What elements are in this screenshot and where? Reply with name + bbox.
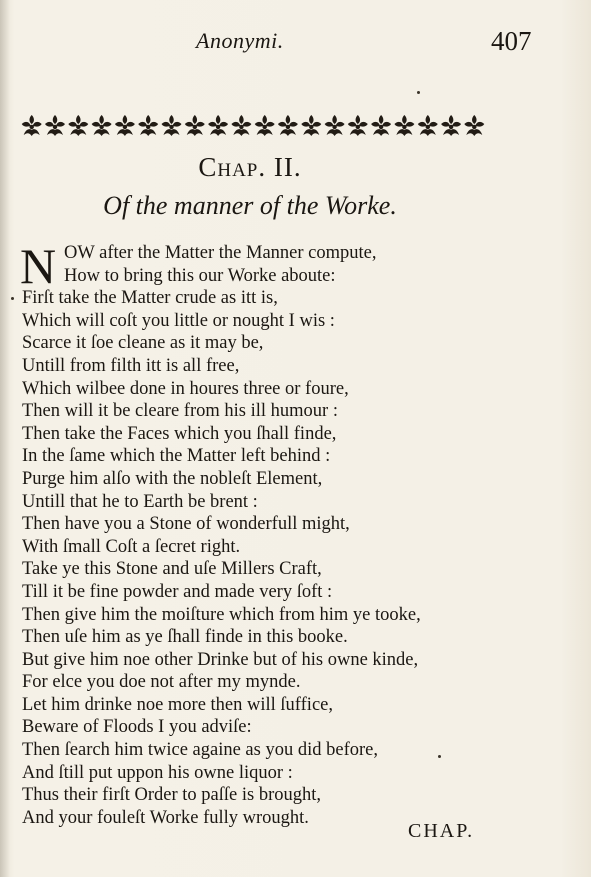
fleuron-ornament [325,115,345,136]
verse-line: For elce you doe not after my mynde. [22,672,301,693]
verse-line: Untill that he to Earth be brent : [22,491,258,512]
catchword: CHAP. [408,820,475,842]
drop-cap: N [20,238,57,294]
fleuron-ornament [348,115,368,136]
verse-line: Then give him the moiſture which from him ye tooke, [22,604,421,625]
fleuron-ornament [464,115,484,136]
verse-line: And ſtill put uppon his owne liquor : [22,762,293,783]
verse-line: Which wilbee done in houres three or foure, [22,378,349,399]
fleuron-ornament [45,115,65,136]
fleuron-ornament [115,115,135,136]
verse-line: Take ye this Stone and uſe Millers Craft, [22,559,322,580]
fleuron-ornament [278,115,298,136]
verse-line: How to bring this our Worke aboute: [64,265,336,286]
ink-speck [11,297,14,300]
verse-line: Then ſearch him twice againe as you did before, [22,740,378,761]
decorative-ornament-band [20,112,486,140]
fleuron-ornament [22,115,42,136]
fleuron-ornament [231,115,251,136]
fleuron-ornament [371,115,391,136]
verse-line: Firſt take the Matter crude as itt is, [22,288,278,309]
verse-line: With ſmall Coſt a ſecret right. [22,536,241,557]
fleuron-ornament [441,115,461,136]
verse-line: And your fouleſt Worke fully wrought. [22,807,309,828]
verse-line: Then uſe him as ye ſhall finde in this booke. [22,627,348,648]
fleuron-ornament [208,115,228,136]
verse-line: In the ſame which the Matter left behind : [22,446,331,467]
ink-speck [417,91,420,94]
verse-line: OW after the Matter the Manner compute, [64,243,377,263]
fleuron-ornament [162,115,182,136]
fleuron-ornament [255,115,275,136]
verse-line: But give him noe other Drinke but of his owne kinde, [22,649,419,670]
verse-line: Then take the Faces which you ſhall finde, [22,423,337,444]
verse-line: Which will coſt you little or nought I wis : [22,310,335,331]
verse-line: Let him drinke noe more then will ſuffice, [22,694,333,715]
fleuron-ornament [394,115,414,136]
verse-line: Beware of Floods I you adviſe: [22,717,252,738]
verse-line: Untill from filth itt is all free, [22,355,240,376]
ink-speck [438,755,441,758]
verse-line: Then will it be cleare from his ill humour : [22,401,338,422]
verse-line: Thus their firſt Order to paſſe is brought, [22,785,322,806]
verse-line: Then have you a Stone of wonderfull might, [22,514,350,535]
verse-line: Scarce it ſoe cleane as it may be, [22,333,264,354]
fleuron-ornament [68,115,88,136]
verse-block [20,238,502,829]
page-number: 407 [491,26,532,56]
fleuron-ornament [185,115,205,136]
fleuron-ornament [138,115,158,136]
gutter-shadow [0,0,10,877]
verse-line: Till it be fine powder and made very ſoft : [22,581,333,602]
chapter-title: Chap. II. [198,152,302,182]
verse-line: Purge him alſo with the nobleſt Element, [22,468,323,489]
fleuron-ornament [418,115,438,136]
fleuron-ornament [92,115,112,136]
running-head: Anonymi. [196,28,284,53]
fleuron-ornament [301,115,321,136]
chapter-subtitle: Of the manner of the Worke. [103,191,397,220]
